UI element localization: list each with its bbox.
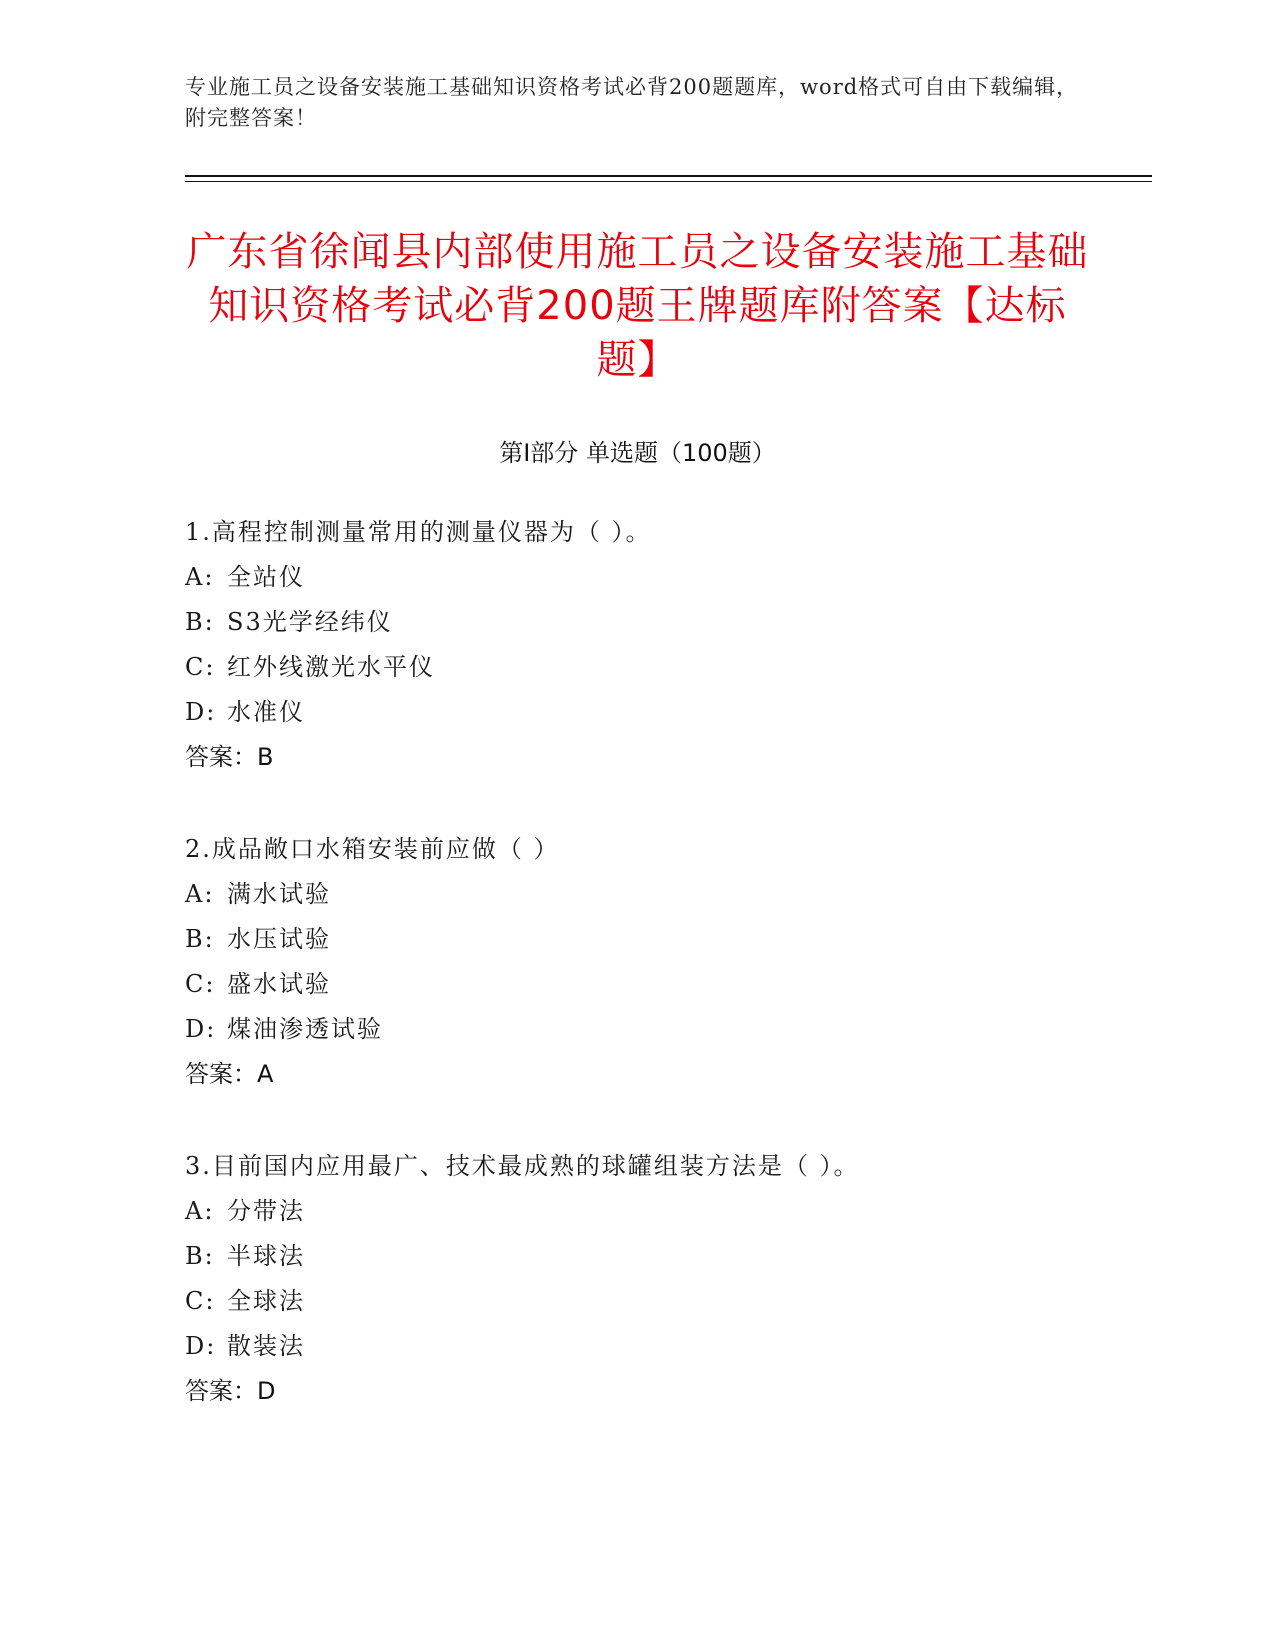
answer-line: 答案：D (185, 1377, 276, 1405)
question-stem: 3.目前国内应用最广、技术最成熟的球罐组装方法是（ ）。 (185, 1152, 860, 1180)
header-note: 专业施工员之设备安装施工基础知识资格考试必背200题题库，word格式可自由下载编辑，附完整答案！ (185, 75, 1079, 130)
option-letter: C: (185, 970, 216, 998)
question-1 (185, 510, 1085, 780)
option-letter: D: (185, 1332, 217, 1360)
answer-line: 答案：A (185, 1060, 274, 1088)
option-a (185, 555, 1085, 600)
option-text: S3光学经纬仪 (227, 608, 393, 636)
option-text: 红外线激光水平仪 (227, 653, 435, 681)
section-heading: 第I部分 单选题（100题） (499, 439, 776, 467)
option-c (185, 962, 1085, 1007)
option-c (185, 645, 1085, 690)
option-d (185, 1324, 1085, 1369)
option-letter: D: (185, 698, 217, 726)
option-text: 全球法 (227, 1287, 305, 1315)
option-letter: B: (185, 925, 215, 953)
option-letter: A: (185, 563, 215, 591)
option-letter: B: (185, 1242, 215, 1270)
option-b (185, 600, 1085, 645)
option-a (185, 1189, 1085, 1234)
option-letter: D: (185, 1015, 217, 1043)
answer-line: 答案：B (185, 743, 274, 771)
question-2 (185, 827, 1085, 1097)
option-text: 散装法 (227, 1332, 305, 1360)
option-b (185, 1234, 1085, 1279)
option-text: 分带法 (227, 1197, 305, 1225)
option-text: 水压试验 (227, 925, 331, 953)
document-title: 广东省徐闻县内部使用施工员之设备安装施工基础知识资格考试必背200题王牌题库附答案【达标题】 (186, 229, 1089, 383)
option-letter: A: (185, 880, 215, 908)
option-a (185, 872, 1085, 917)
option-text: 水准仪 (227, 698, 305, 726)
header-divider-thin (185, 181, 1152, 182)
question-stem: 2.成品敞口水箱安装前应做（ ） (185, 835, 560, 863)
option-letter: C: (185, 653, 216, 681)
question-3 (185, 1144, 1085, 1414)
option-d (185, 1007, 1085, 1052)
header-divider-thick (185, 175, 1152, 177)
option-text: 盛水试验 (227, 970, 331, 998)
option-letter: B: (185, 608, 215, 636)
option-c (185, 1279, 1085, 1324)
option-text: 煤油渗透试验 (227, 1015, 383, 1043)
option-letter: A: (185, 1197, 215, 1225)
option-text: 半球法 (227, 1242, 305, 1270)
option-b (185, 917, 1085, 962)
option-letter: C: (185, 1287, 216, 1315)
option-text: 全站仪 (227, 563, 305, 591)
question-stem: 1.高程控制测量常用的测量仪器为（ ）。 (185, 518, 652, 546)
option-d (185, 690, 1085, 735)
option-text: 满水试验 (227, 880, 331, 908)
